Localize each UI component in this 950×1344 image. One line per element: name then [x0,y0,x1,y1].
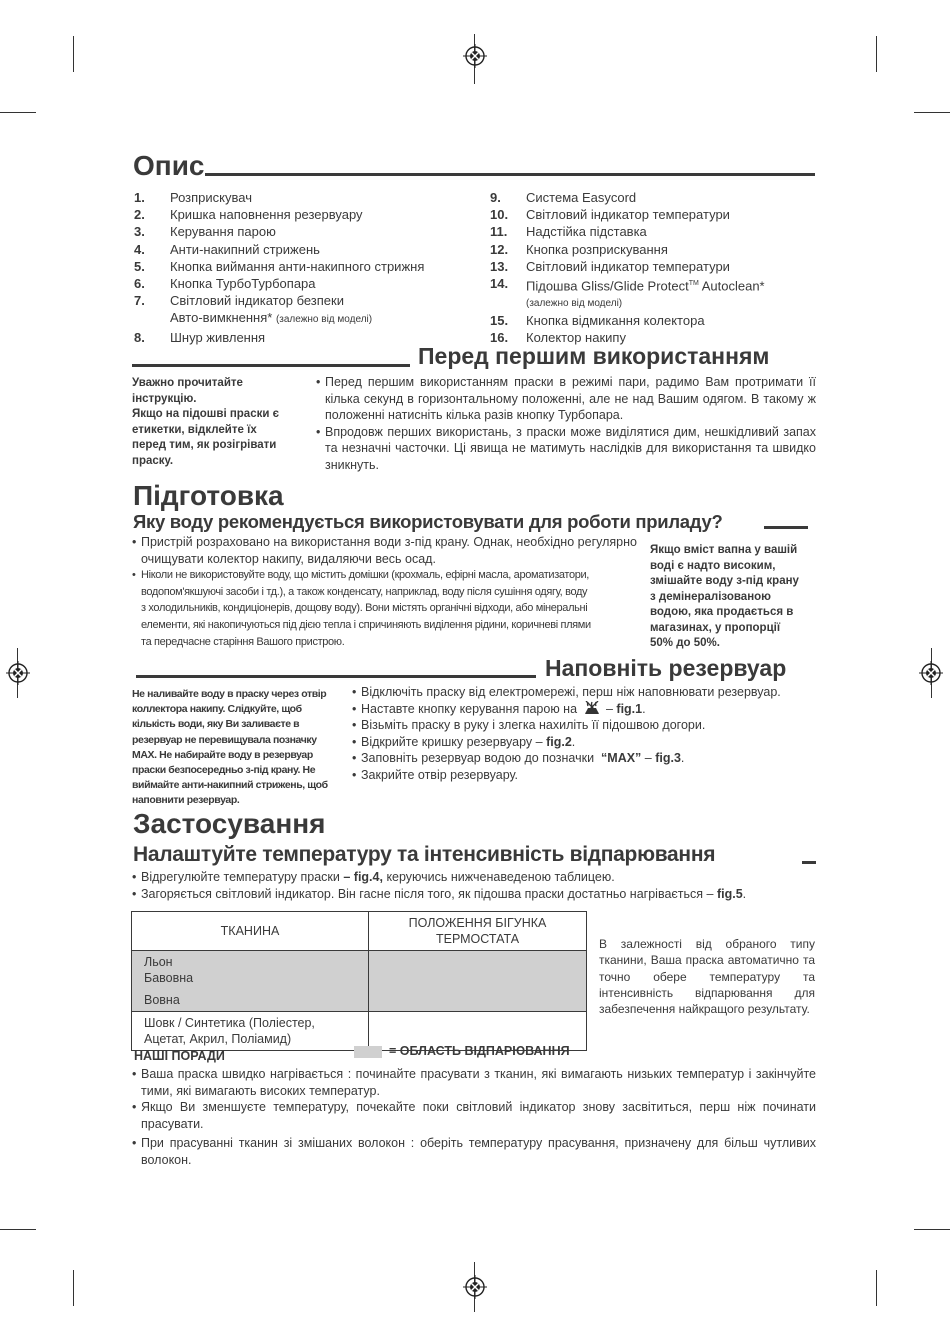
list-item: • Наставте кнопку керування парою на – fig.1. [352,701,646,716]
list-item: 9. Система Easycord [490,190,637,205]
before-body [316,374,816,473]
table-header-row [132,912,587,951]
parts-list-left [134,189,464,346]
list-item: 11. Надстійка підставка [490,224,647,240]
list-item: 12. Кнопка розприскування [490,241,668,257]
table-row: Льон Бавовна Вовна [132,951,587,1012]
section-subtitle-use: Налаштуйте температуру та інтенсивність відпарювання [133,843,716,866]
list-item: • Ваша праска швидко нагрівається : починайте прасувати з тканин, які вимагають низьких температур і закінчуйте тими, які вимагають високих температур. [132,1067,816,1098]
crop-mark [73,1270,74,1306]
section-rule [205,173,815,176]
parts-list-right [490,189,820,346]
list-item: • Заповніть резервуар водою до позначки “MAX” – fig.3. [352,751,685,765]
list-item: • Перед першим використанням праски в режимі пари, радимо Вам протримати її кілька секунд в горизонтальному положенні, але не над Вашим одягом. В такому ж положенні натисніть кілька разів кнопку Турбопара. [316,375,816,422]
registration-mark-icon [463,44,487,68]
list-item: • Відрегулюйте температуру праски – fig.4, керуючись нижченаведеною таблицею. [132,870,615,884]
before-side-note: Уважно прочитайте інструкцію. Якщо на підошві праски є етикетки, відклейте їх перед тим, як розігрівати праску. [132,377,279,467]
section-subtitle-prep: Яку воду рекомендується використовувати для роботи приладу? [133,511,723,532]
list-item: 8. Шнур живлення [134,329,266,345]
registration-mark-icon [6,661,30,685]
registration-mark-icon [463,1275,487,1299]
section-rule [132,364,410,367]
list-item: • Відкрийте кришку резервуару – fig.2. [352,734,576,749]
steam-area-legend: = ОБЛАСТЬ ВІДПАРЮВАННЯ [389,1044,570,1058]
list-item: 6. Кнопка ТурбоТурбопара [134,276,316,292]
steam-off-icon [583,701,601,715]
list-item: 3. Керування парою [134,224,276,240]
section-title-fill: Наповніть резервуар [545,655,787,681]
list-item: • Пристрій розраховано на використання води з-під крану. Однак, необхідно регулярно очищувати колектор накипу, видаляючи весь осад. [132,535,637,566]
fill-body [352,684,822,783]
list-item: • Впродовж перших використань, з праски може виділятися дим, нешкідливий запах та незначні часточки. Ці явища не матимуть наслідків для використання та швидко зникнуть. [316,424,816,472]
section-rule [802,861,816,864]
prep-body [132,534,637,651]
section-title-prep: Підготовка [133,480,284,511]
list-item: 4. Анти-накипний стрижень [134,241,320,257]
list-item: 7. Світловий індикатор безпеки [134,293,344,309]
table-header-fabric: ТКАНИНА [132,912,369,951]
list-item: • Загоряється світловий індикатор. Він гасне після того, як підошва праски достатньо нагрівається – fig.5. [132,886,747,901]
temperature-table [131,911,587,1051]
list-item: • Якщо Ви зменшуєте температуру, почекайте поки світловий індикатор знову засвітиться, перш ніж починати прасувати. [132,1100,816,1131]
list-item: • Закрийте отвір резервуару. [352,767,518,782]
section-title-opys: Опис [133,150,205,181]
fill-side-note: Не наливайте воду в праску через отвір коллектора накипу. Слідкуйте, щоб кількість води, яку Ви заливаєте в резервуар не перевищувала позначку MAX. Не набирайте воду в резервуар праски безпосередньо з-під крану. Не виймайте анти-накипний стрижень, щоб наповнити резервуар. [132,688,328,807]
tips-title: НАШІ ПОРАДИ [134,1049,225,1063]
list-item: 10. Світловий індикатор температури [490,207,730,223]
list-item: • Ніколи не використовуйте воду, що містить домішки (крохмаль, ефірні масла, ароматизатори, водопом'якшуючі засоби і тд.), а також конденсату, наприклад, воду після сушіння одягу, воду з холодильників, кондиціонерів, дощову воду). Вони містять органічні відходи, або мінеральні елементи, які накопичуються під дією тепла і спричиняють виділення рідини, коричневі плями та передчасне старіння Вашого пристрою. [132,569,591,648]
crop-mark [914,1229,950,1230]
table-header-thermostat: ПОЛОЖЕННЯ БІГУНКА ТЕРМОСТАТА [369,912,587,951]
crop-mark [0,1229,36,1230]
list-item: 2. Кришка наповнення резервуару [134,207,363,223]
section-rule [764,526,808,529]
crop-mark [0,112,36,113]
prep-side-note: Якщо вміст вапна у вашій воді є надто високим, змішайте воду з-під крану з демінералізованою водою, яка продається в магазинах, у пропорції 50% до 50%. [650,544,799,649]
tips-list [132,1066,816,1168]
list-item: • Візьміть праску в руку і злегка нахиліть її підошвою догори. [352,718,706,732]
table-row: Шовк / Синтетика (Поліестер, Ацетат, Акрил, Поліамид) [132,1012,587,1051]
list-item: 1. Розприскувач [134,190,252,205]
list-item: 16. Колектор накипу [490,329,626,345]
list-item: • Відключіть праску від електромережі, перш ніж наповнювати резервуар. [352,685,781,699]
use-side-text: В залежності від обраного типу тканини, Ваша праска автоматично та точно обере температуру та інтенсивність відпарювання для забезпечення найкращого результату. [599,937,815,1017]
crop-mark [876,36,877,72]
list-item: • При прасуванні тканин зі змішаних волокон : оберіть температуру прасування, призначену для більш чутливих волокон. [132,1136,816,1167]
section-rule [136,675,536,678]
steam-area-swatch [354,1046,382,1058]
use-body [132,869,822,902]
section-title-use: Застосування [133,808,326,839]
list-item: 13. Світловий індикатор температури [490,258,730,274]
list-item: 14. Підошва Gliss/Glide Protect™ Autoclean* [490,276,765,294]
list-item-continuation: Авто-вимкнення* (залежно від моделі) [170,310,373,326]
list-item: 15. Кнопка відмикання колектора [490,312,705,328]
crop-mark [876,1270,877,1306]
list-item: 5. Кнопка виймання анти-накипного стрижня [134,258,425,274]
list-item-continuation: (залежно від моделі) [526,297,623,309]
crop-mark [73,36,74,72]
registration-mark-icon [919,661,943,685]
section-title-before: Перед першим використанням [418,343,770,369]
crop-mark [914,112,950,113]
